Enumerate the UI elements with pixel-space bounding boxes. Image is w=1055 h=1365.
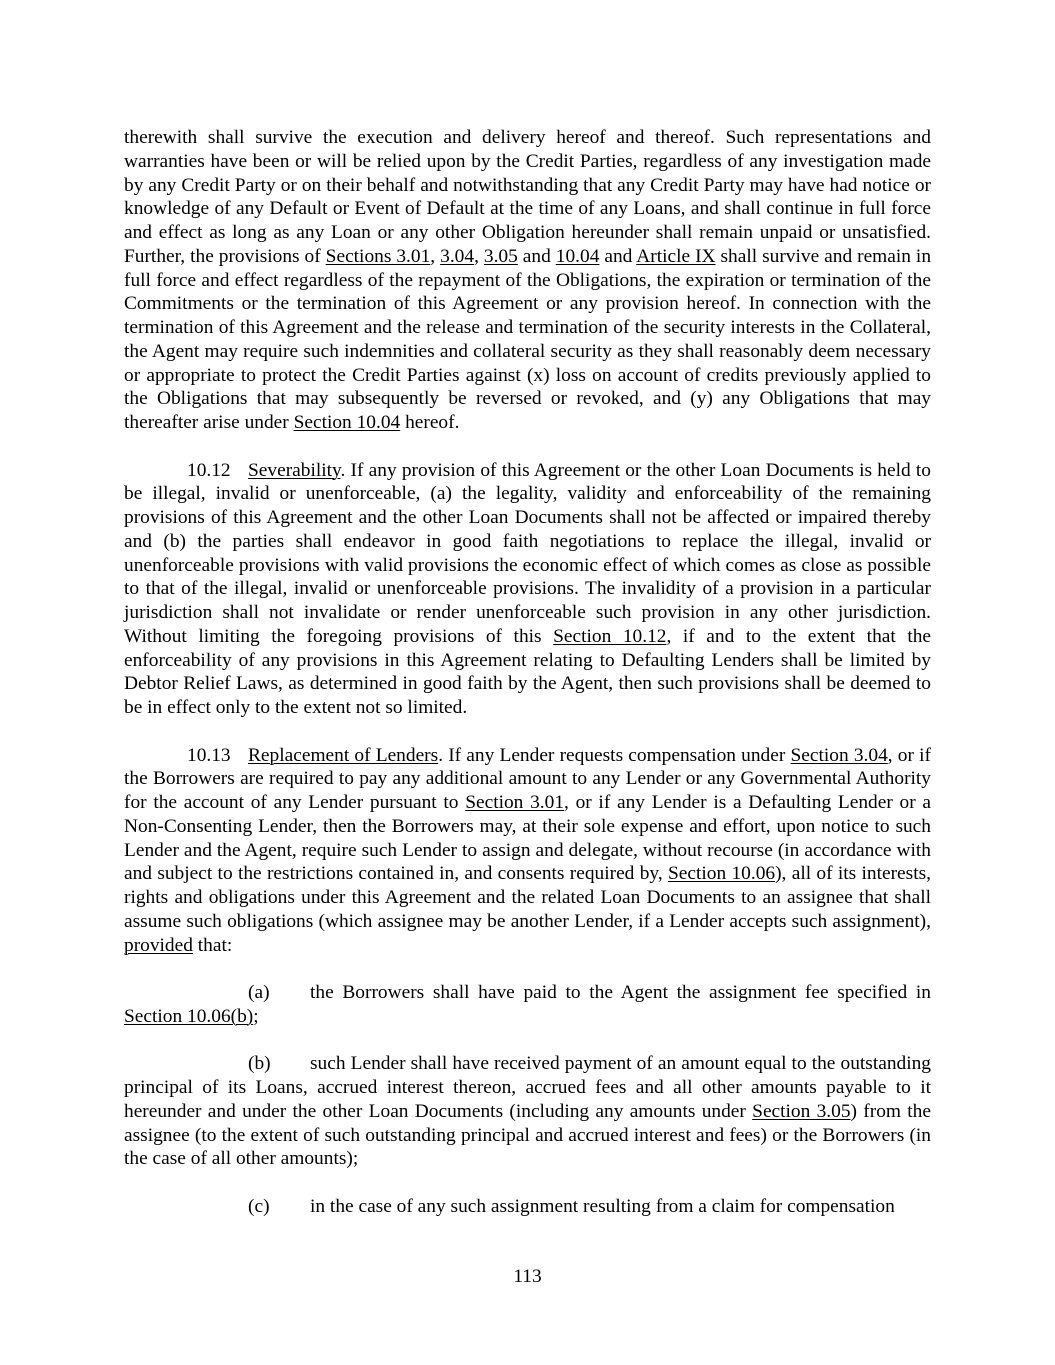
section-number: 10.12 (187, 459, 231, 481)
section-10-13 (124, 744, 931, 958)
text-run: in the case of any such assignment resulting from a claim for compensation (310, 1195, 895, 1217)
text-run: hereof. (400, 412, 460, 433)
cross-reference-section-3-01: Section 3.01 (465, 792, 565, 813)
text-run: the Borrowers shall have paid to the Agent the assignment fee specified in (310, 982, 931, 1003)
text-run: and (599, 245, 637, 267)
clause-b (124, 1052, 931, 1171)
page-number: 113 (513, 1266, 542, 1287)
text-run: ), all of its interests, rights and obligations under this Agreement and the related Loan Documents to an assignee that shall assume such obligations (which assignee may be another Lender, if a Lender accepts such assignment), (124, 863, 931, 932)
text-run: ) from the assignee (to the extent of such outstanding principal and accrued interest and fees) or the Borrowers (in the case of all other amounts); (124, 1100, 931, 1170)
cross-reference-section-3-04: Section 3.04 (790, 744, 888, 766)
clause-a (124, 981, 931, 1029)
text-run: , (430, 245, 441, 267)
text-run: . If any provision of this Agreement or the other Loan Documents is held to be illegal, invalid or unenforceable, (a) the legality, validity and enforceability of the remaining provisions of this Agreement and the other Loan Documents shall not be affected or impaired thereby and (b) the parties shall endeavor in good faith negotiations to replace the illegal, invalid or unenforceable provisions with valid provisions the economic effect of which comes as close as possible to that of the illegal, invalid or unenforceable provisions. The invalidity of a provision in a particular jurisdiction shall not invalidate or render unenforceable such provision in any other jurisdiction. Without limiting the foregoing provisions of this (124, 459, 931, 647)
cross-reference-section-10-06-b: Section 10.06(b) (124, 1005, 254, 1027)
section-10-12 (124, 459, 931, 720)
cross-reference-section-3-05: Section 3.05 (752, 1100, 851, 1122)
text-run: , if and to the extent that the enforceability of any provisions in this Agreement relating to Defaulting Lenders shall be limited by Debtor Relief Laws, as determined in good faith by the Agent, then such provisions shall be deemed to be in effect only to the extent not so limited. (124, 625, 932, 718)
text-run: shall survive and remain in full force and effect regardless of the repayment of the Obligations, the expiration or termination of the Commitments or the termination of this Agreement or any provision hereof. In connection with the termination of this Agreement and the release and termination of the security interests in the Collateral, the Agent may require such indemnities and collateral security as they shall reasonably deem necessary or appropriate to protect the Credit Parties against (x) loss on account of credits previously applied to the Obligations that may subsequently be reversed or revoked, and (y) any Obligations that may thereafter arise under (124, 245, 932, 433)
document-body (124, 126, 931, 1219)
cross-reference-sections-3-01: Sections 3.01 (325, 245, 431, 267)
clause-label: (c) (248, 1195, 270, 1217)
text-run: and (517, 245, 556, 267)
text-run: , (474, 245, 484, 267)
section-heading: Replacement of Lenders (248, 744, 439, 766)
clause-label: (b) (248, 1053, 271, 1075)
cross-reference-section-10-06: Section 10.06 (667, 863, 776, 885)
text-run: , or if the Borrowers are required to pay any additional amount to any Lender or any Governmental Authority for the account of any Lender pursuant to (124, 744, 931, 813)
cross-reference-10-04: 10.04 (555, 245, 600, 267)
text-run: such Lender shall have received payment of an amount equal to the outstanding principal of its Loans, accrued interest thereon, accrued fees and all other amounts payable to it hereunder and under the other Loan Documents (including any amounts under (124, 1053, 931, 1122)
text-run: therewith shall survive the execution and delivery hereof and thereof. Such representations and warranties have been or will be relied upon by the Credit Parties, regardless of any investigation made by any Credit Party or on their behalf and notwithstanding that any Credit Party may have had notice or knowledge of any Default or Event of Default at the time of any Loans, and shall continue in full force and effect as long as any Loan or any other Obligation hereunder shall remain unpaid or unsatisfied. Further, the provisions of (124, 127, 931, 267)
text-run: , or if any Lender is a Defaulting Lender or a Non-Consenting Lender, then the Borrowers may, at their sole expense and effort, upon notice to such Lender and the Agent, require such Lender to assign and delegate, without recourse (in accordance with and subject to the restrictions contained in, and consents required by, (124, 792, 931, 885)
text-run: . If any Lender requests compensation under (438, 744, 791, 766)
cross-reference-3-05: 3.05 (483, 245, 518, 267)
cross-reference-article-ix: Article IX (636, 245, 716, 267)
cross-reference-section-10-04: Section 10.04 (293, 412, 401, 433)
section-number: 10.13 (187, 744, 231, 766)
clause-c (124, 1195, 931, 1219)
text-run: ; (253, 1005, 259, 1027)
provided-term: provided (124, 934, 193, 956)
text-run: that: (192, 934, 233, 956)
clause-label: (a) (248, 982, 270, 1003)
cross-reference-3-04: 3.04 (440, 245, 475, 267)
section-heading: Severability (248, 459, 341, 481)
paragraph-continuation (124, 126, 931, 435)
cross-reference-section-10-12: Section 10.12 (553, 625, 667, 647)
